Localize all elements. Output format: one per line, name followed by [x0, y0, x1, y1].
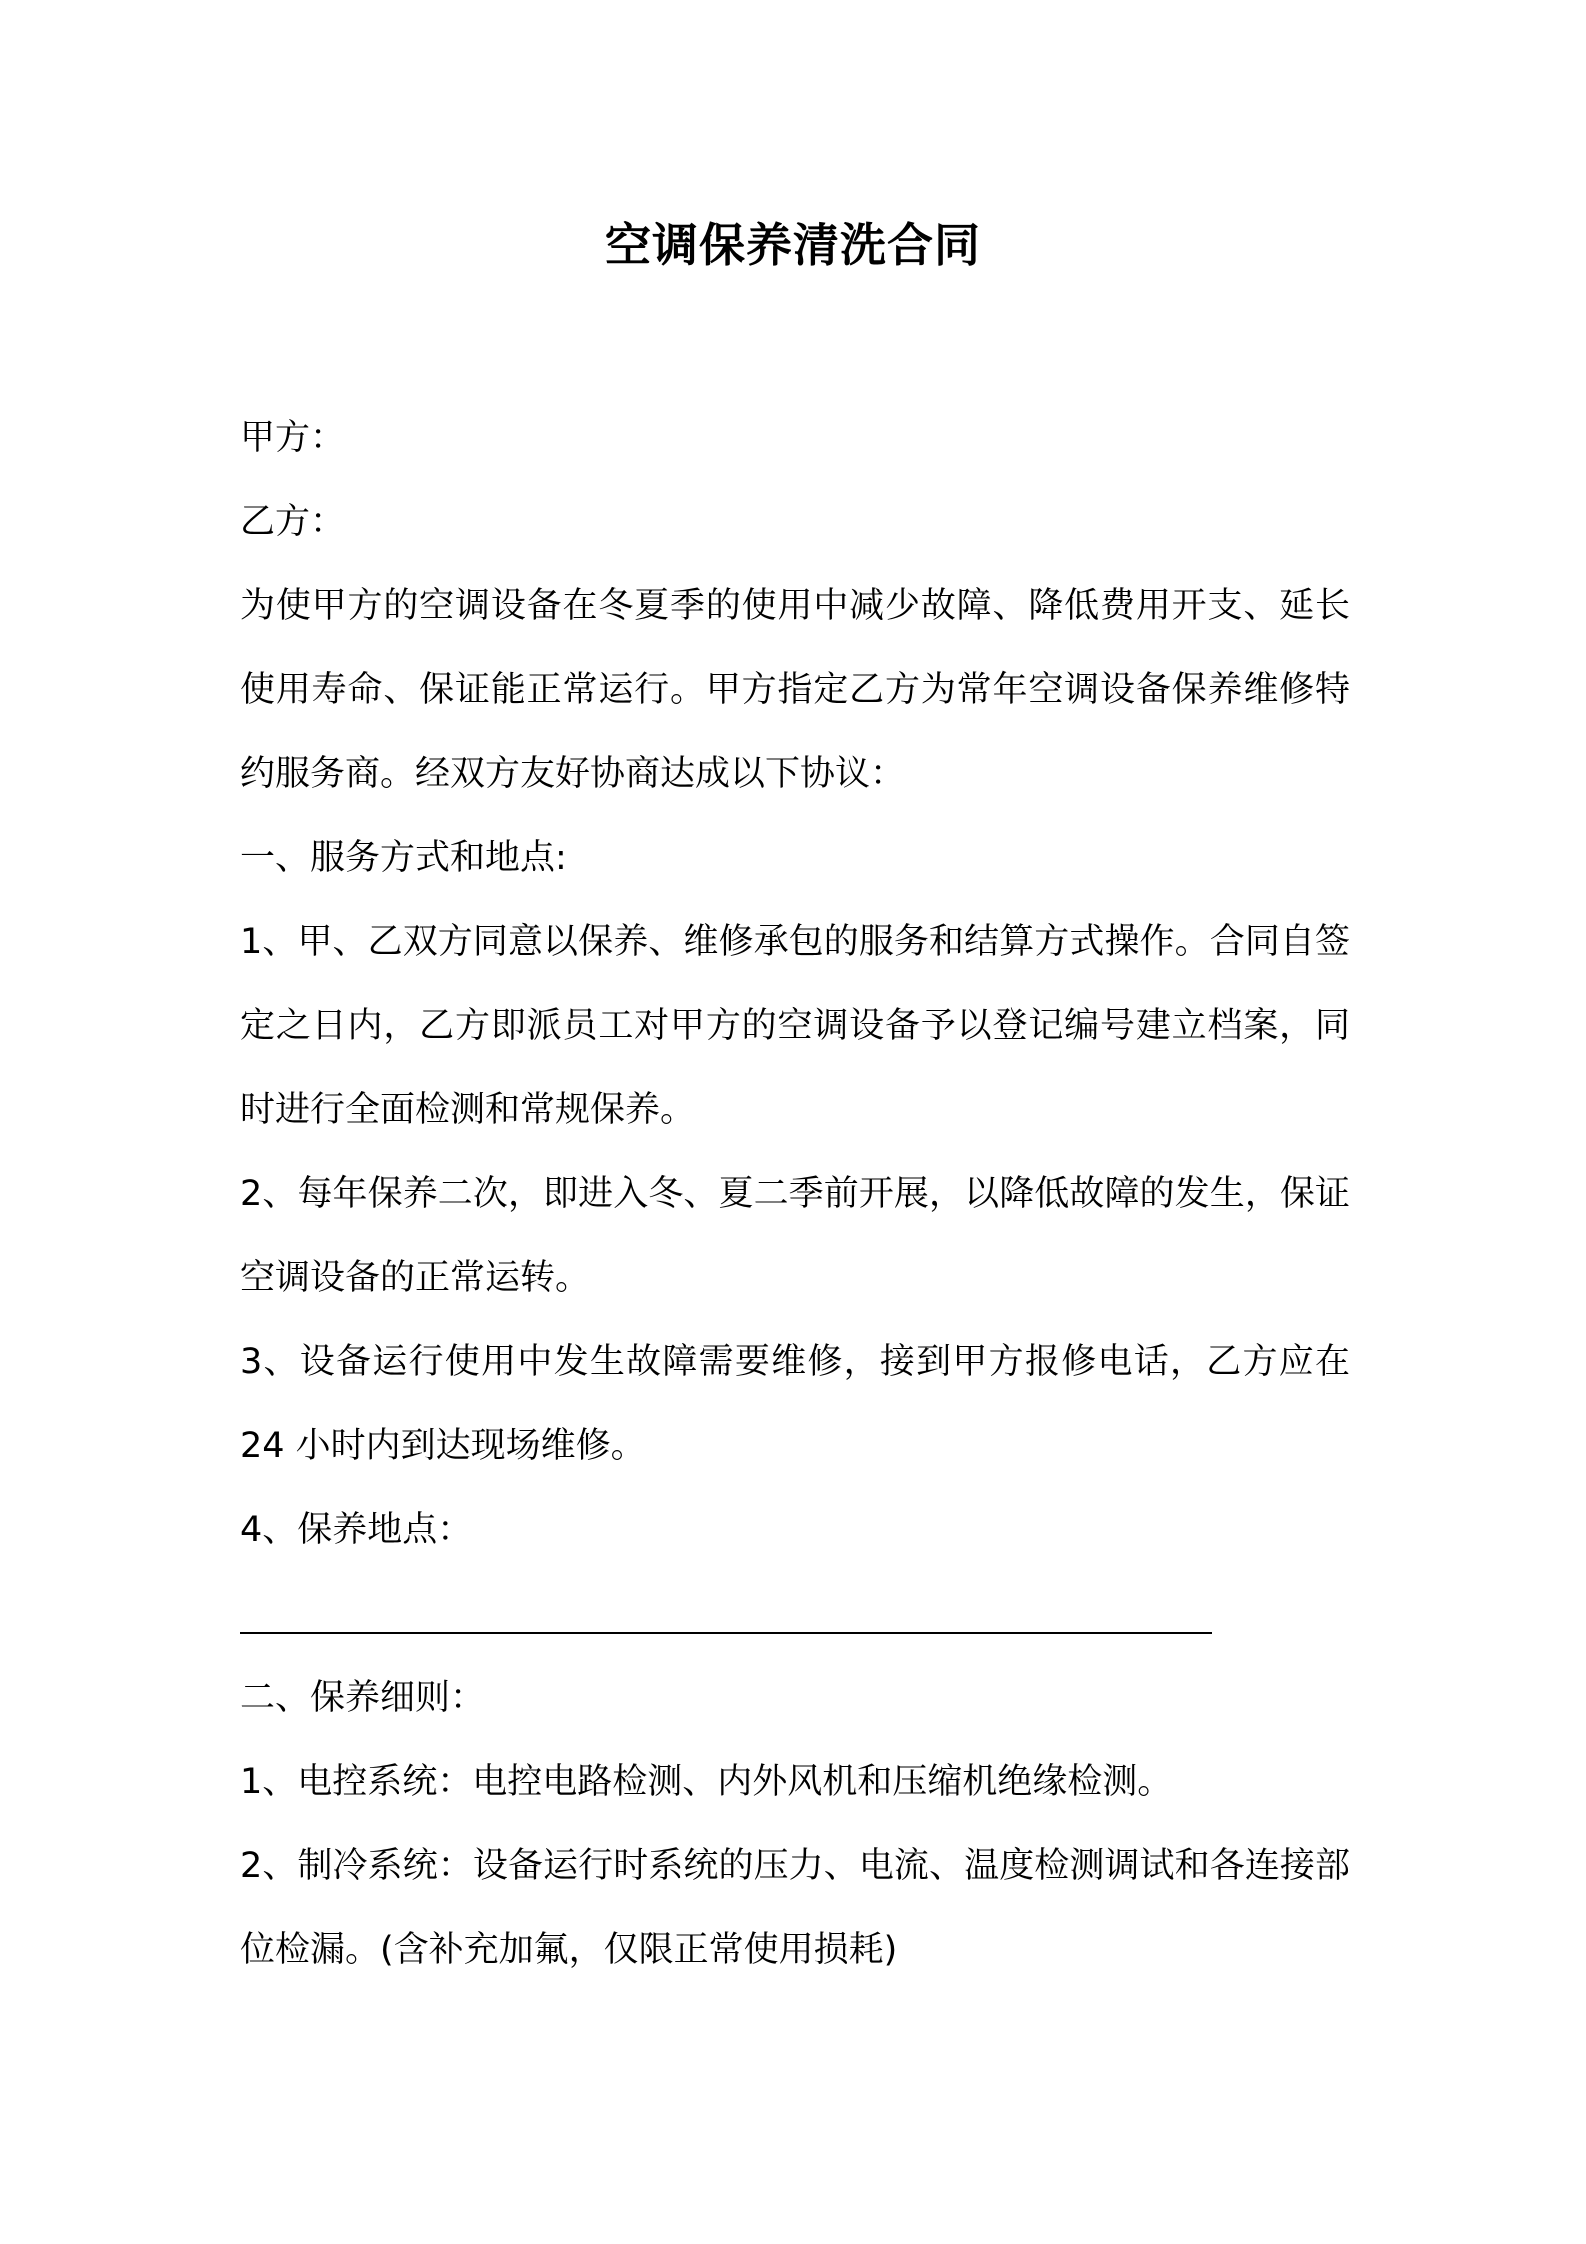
section-1-item-2: 2、每年保养二次，即进入冬、夏二季前开展，以降低故障的发生，保证空调设备的正常运转。 — [240, 1174, 1350, 1298]
party-a-label: 甲方： — [240, 418, 346, 458]
document-title: 空调保养清洗合同 — [605, 218, 981, 272]
section-2-item-2: 2、制冷系统：设备运行时系统的压力、电流、温度检测调试和各连接部位检漏。(含补充加氟，仅限正常使用损耗) — [240, 1846, 1350, 1970]
section-1-item-1: 1、甲、乙双方同意以保养、维修承包的服务和结算方式操作。合同自签定之日内，乙方即派员工对甲方的空调设备予以登记编号建立档案，同时进行全面检测和常规保养。 — [240, 922, 1350, 1130]
section-1-heading: 一、服务方式和地点: — [240, 838, 567, 878]
party-b-label: 乙方： — [240, 502, 346, 542]
section-2-item-1: 1、电控系统：电控电路检测、内外风机和压缩机绝缘检测。 — [240, 1762, 1173, 1802]
location-blank-line — [240, 1632, 1212, 1634]
section-1-item-4: 4、保养地点： — [240, 1510, 473, 1550]
section-2-heading: 二、保养细则： — [240, 1678, 486, 1718]
intro-paragraph: 为使甲方的空调设备在冬夏季的使用中减少故障、降低费用开支、延长使用寿命、保证能正常运行。甲方指定乙方为常年空调设备保养维修特约服务商。经双方友好协商达成以下协议： — [240, 586, 1350, 794]
section-1-item-3: 3、设备运行使用中发生故障需要维修，接到甲方报修电话，乙方应在 24 小时内到达现场维修。 — [240, 1342, 1350, 1466]
